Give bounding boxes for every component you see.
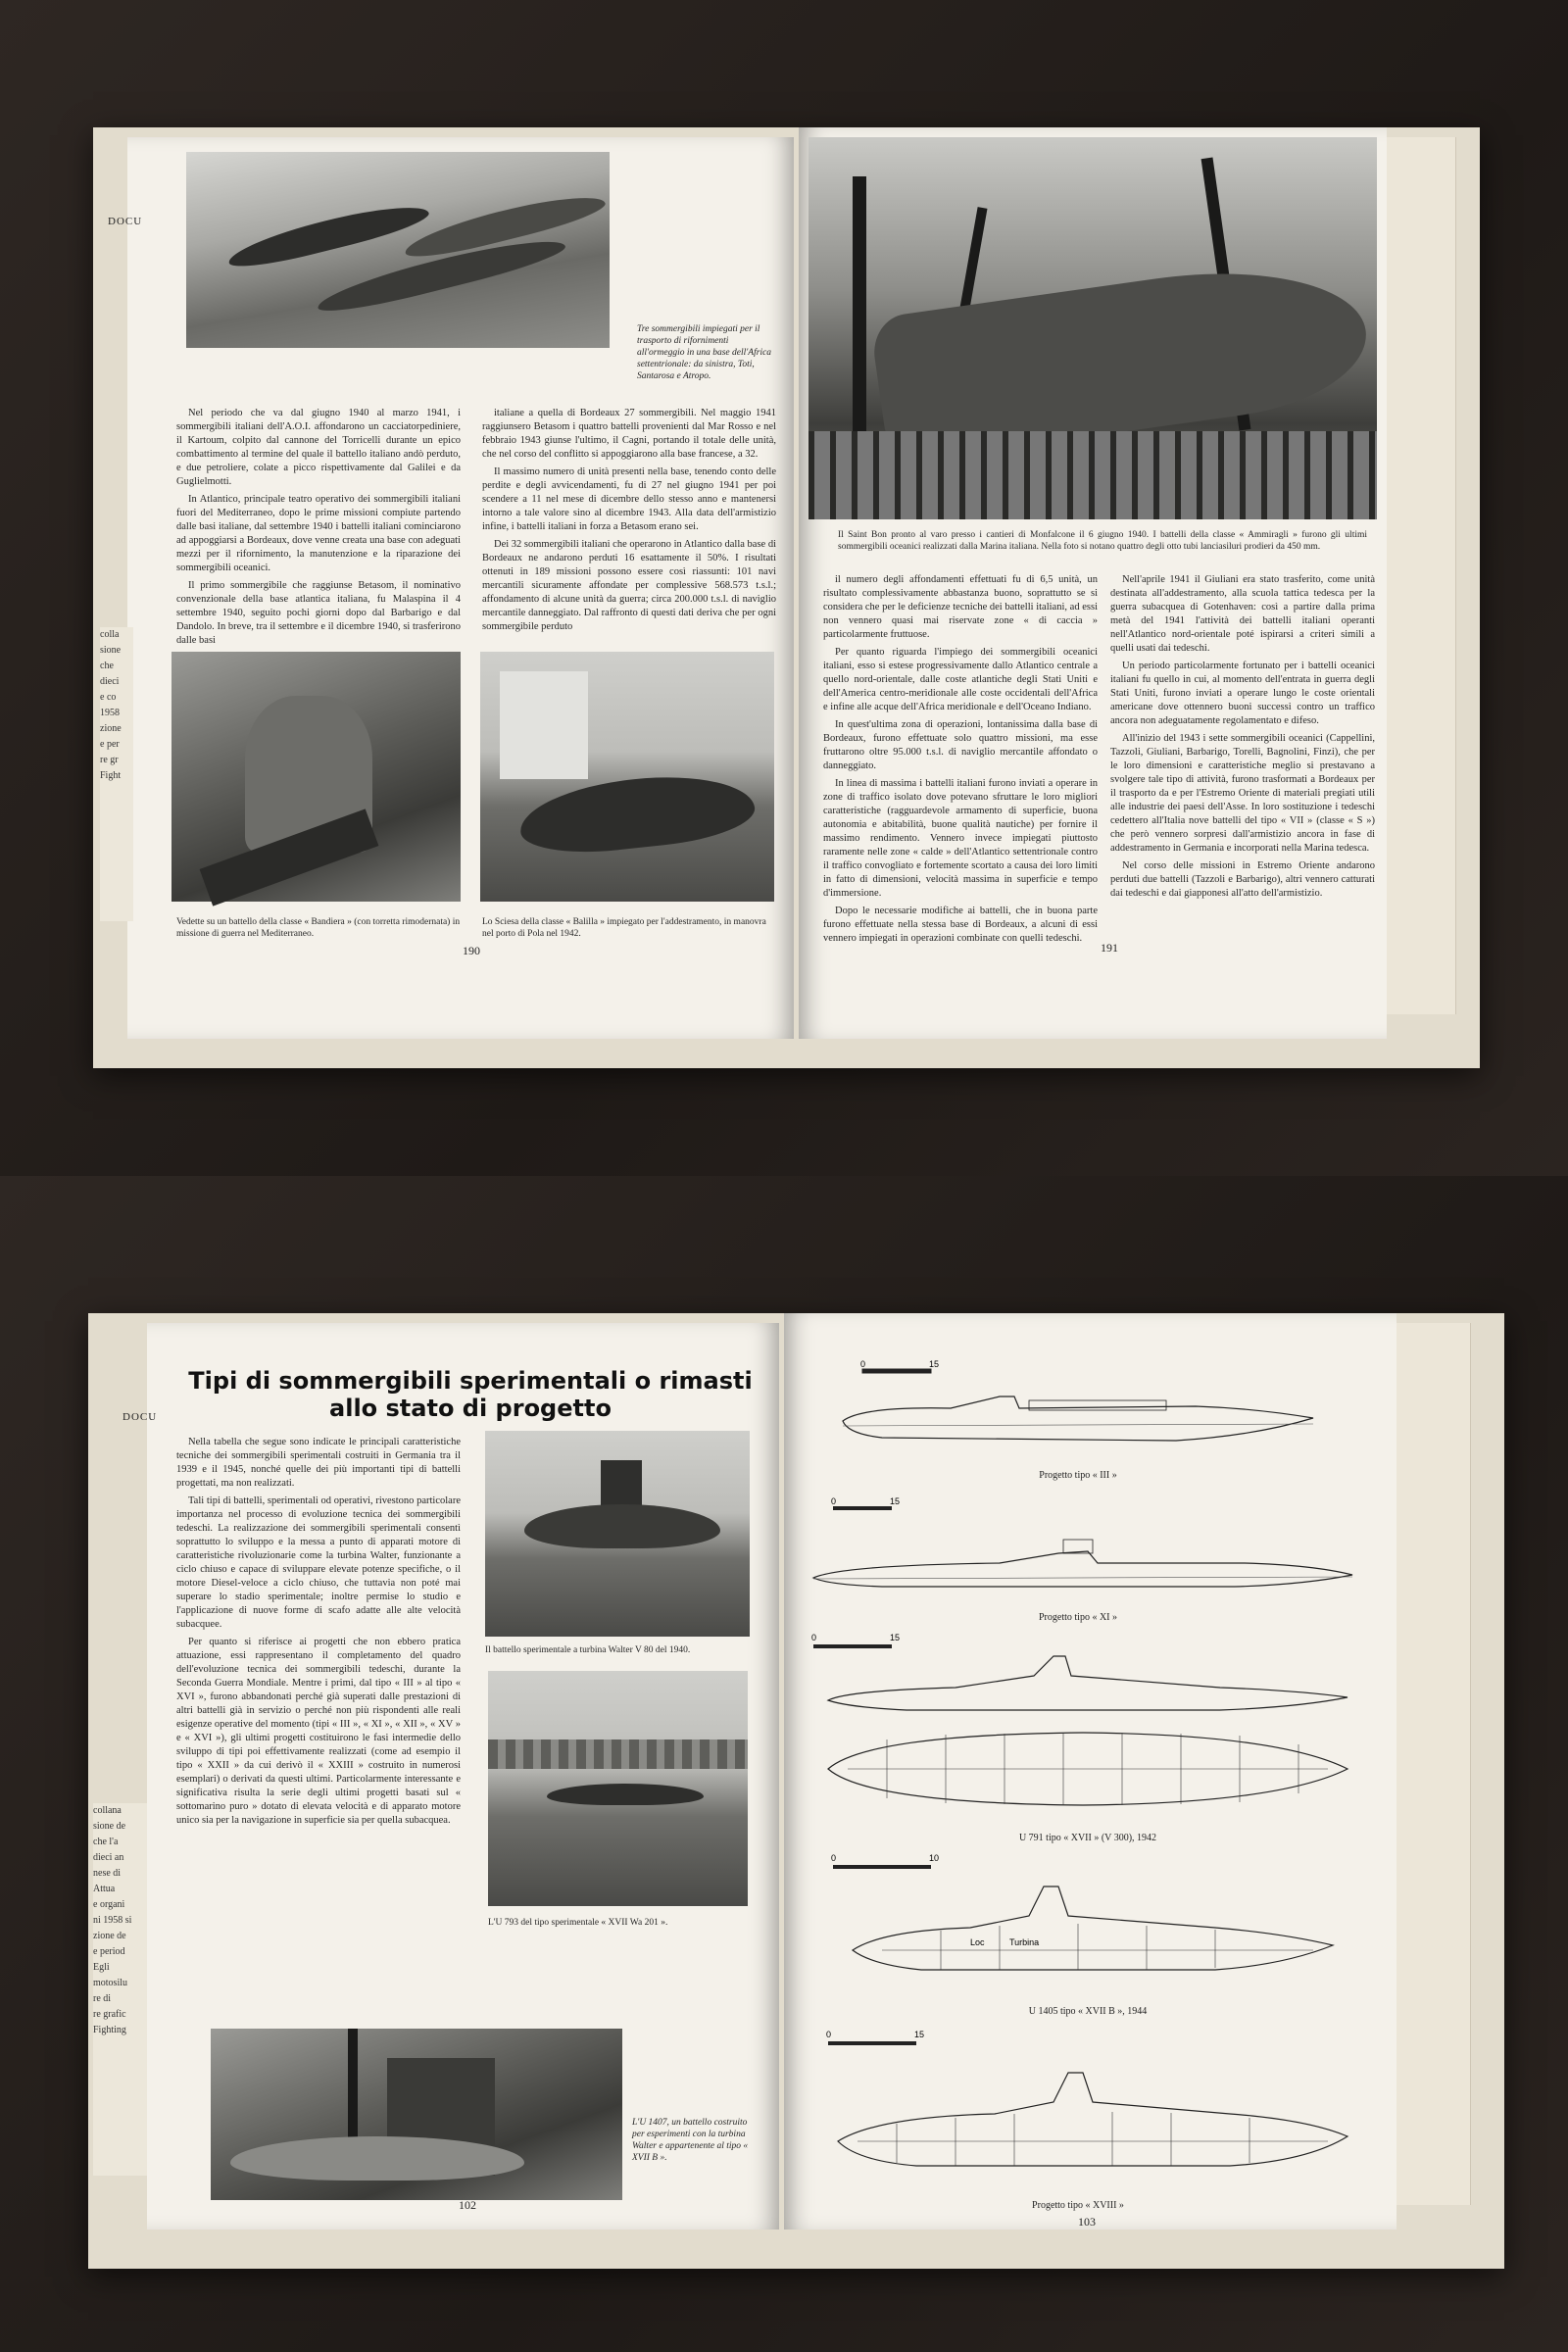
page-stack-right	[1392, 1323, 1471, 2205]
page-102	[122, 1323, 779, 2230]
photo2-caption: Vedette su un battello della classe « Bandiera » (con torretta rimodernata) in missione di guerra nel Mediterraneo.	[176, 917, 461, 939]
scale-start: 0	[860, 1359, 866, 1369]
photo-saint-bon-launch	[808, 137, 1377, 519]
paragraph: In quest'ultima zona di operazioni, lontanissima dalla base di Bordeaux, furono effettuate solo quattro missioni, ma esse fruttarono oltre 95.000 t.s.l. di naviglio mercantile affondato o danneggiato.	[823, 719, 1098, 771]
submarine-hull	[516, 767, 758, 860]
page-number: 103	[1078, 2215, 1096, 2229]
scale-start: 0	[811, 1633, 817, 1642]
drawing-u1405	[823, 1853, 1372, 2004]
fragment-line: dieci an	[93, 1852, 124, 1863]
label-turbina: Turbina	[1009, 1937, 1040, 1947]
fragment-line: nese di	[93, 1868, 122, 1879]
page-heading: Tipi di sommergibili sperimentali o rimasti allo stato di progetto	[188, 1367, 753, 1422]
paragraph: Dopo le necessarie modifiche ai battelli, che in buona parte furono effettuate nella stessa base di Bordeaux, a alcuni di essi vennero impiegati in operazioni combinate con quelli tedeschi.	[823, 906, 1098, 944]
paragraph: Nel periodo che va dal giugno 1940 al marzo 1941, i sommergibili italiani dell'A.O.I. affondarono un cacciatorpediniere, il Kartoum, colpito dal cannone del Torricelli durante un epico combattimento al termine del quale il battello italiano andò perduto, e due petroliere, colate a picco rispettivamente dal Galilei e da Guglielmotti.	[176, 408, 461, 487]
fragment-line: re grafic	[93, 2009, 126, 2020]
fragment-line: motosilu	[93, 1978, 128, 1988]
edge-label: DOCU	[108, 216, 143, 227]
drawing-caption: Progetto tipo « XI »	[1039, 1612, 1117, 1623]
scale-bar	[862, 1369, 931, 1373]
photo-conning-tower	[172, 652, 461, 902]
fragment-line: 1958	[100, 708, 120, 718]
scale-start: 0	[831, 1853, 837, 1863]
fragment-line: colla	[100, 629, 120, 640]
scale-start: 0	[831, 1496, 837, 1506]
paragraph: Nel corso delle missioni in Estremo Oriente andarono perduti due battelli (Tazzoli e Barbarigo), altri vennero catturati dai tedeschi e dai giapponesi all'atto dell'armistizio.	[1110, 860, 1375, 899]
paragraph: All'inizio del 1943 i sette sommergibili oceanici (Cappellini, Tazzoli, Giuliani, Barbarigo, Torelli, Bagnolini, Finzi), che per le loro dimensioni e caratteristiche meglio si prestavano a svolgere tale tipo di attività, furono trasformati a Bordeaux per il trasporto da e per l'Estremo Oriente di materiali pregiati utili alle industrie dei paesi dell'Asse. In loro sostituzione i tedeschi cedettero all'Italia nove battelli del tipo « VII » (classe « S ») che però vennero sorpresi dall'armistizio ancora in fase di addestramento in Germania e incorporati nella Marina tedesca.	[1110, 733, 1375, 854]
photo-caption: Il Saint Bon pronto al varo presso i cantieri di Monfalcone il 6 giugno 1940. I battelli della classe « Ammiragli » furono gli ultimi sommergibili oceanici realizzati dalla Marina italiana. Nella foto si notano quattro degli otto tubi lanciasiluri prodieri da 450 mm.	[838, 530, 1367, 552]
drawing-u791	[808, 1633, 1367, 1833]
submarine-hull	[224, 196, 431, 274]
paragraph: Un periodo particolarmente fortunato per i battelli oceanici italiani fu quello in cui, al momento dell'entrata in guerra degli Stati Uniti, furono inviati a operare lungo le coste orientali americane dove ottennero buoni successi contro un traffico ancora non adeguatamente regolamentato e difeso.	[1110, 661, 1375, 726]
text-column-1	[823, 573, 1098, 985]
photo-v80	[485, 1431, 750, 1637]
fragment-line: collana	[93, 1805, 122, 1816]
hull-profile	[838, 2073, 1348, 2166]
paragraph: Per quanto riguarda l'impiego dei sommergibili oceanici italiani, esso si estese progressivamente dallo Atlantico centrale a quello nord-orientale, dalle coste atlantiche degli Stati Uniti e dell'America centro-meridionale alle coste occidentali dell'Africa e infine alle acque dell'Africa meridionale e dell'Oceano Indiano.	[823, 647, 1098, 712]
waterline	[813, 1577, 1352, 1579]
scale-end: 15	[929, 1359, 940, 1369]
page-191	[799, 127, 1387, 1039]
edge-label: DOCU	[122, 1411, 158, 1423]
photo1-caption: Tre sommergibili impiegati per il trasporto di rifornimenti all'ormeggio in una base dell'Africa settentrionale: da sinistra, Toti, Santarosa e Atropo.	[637, 324, 772, 381]
fragment-line: e per	[100, 739, 120, 750]
page-number: 102	[459, 2198, 476, 2212]
scale-bar	[833, 1865, 931, 1869]
drawing-caption: Progetto tipo « III »	[1039, 1470, 1117, 1481]
photo-sciesa	[480, 652, 774, 902]
scale-end: 10	[929, 1853, 940, 1863]
scale-bar	[813, 1644, 892, 1648]
hull-outline	[813, 1551, 1352, 1587]
fragment-line: sione de	[93, 1821, 126, 1832]
conning-tower	[601, 1460, 642, 1509]
photo3-caption: L'U 1407, un battello costruito per esperimenti con la turbina Walter e appartenente al tipo « XVII B ».	[632, 2118, 749, 2163]
scale-bar	[828, 2041, 916, 2045]
photo1-caption: Il battello sperimentale a turbina Walter V 80 del 1940.	[485, 1645, 691, 1655]
waterline	[843, 1424, 1313, 1426]
scale-end: 15	[914, 2030, 925, 2039]
scale-end: 15	[890, 1633, 901, 1642]
fragment-line: Fight	[100, 770, 122, 781]
paragraph: Nell'aprile 1941 il Giuliani era stato trasferito, come unità destinata all'addestramento, alla scuola tattica tedesca per la guerra subacquea di Gotenhaven: così a partire dalla prima metà del 1941 l'attività dei battelli italiani operanti nell'Atlantico nord-orientale poté ispirarsi a criteri simili a quelli usati dai tedeschi.	[1110, 574, 1375, 654]
drawing-caption: Progetto tipo « XVIII »	[1032, 2200, 1124, 2211]
fragment-line: e period	[93, 1946, 125, 1957]
submarine-hull	[230, 2136, 524, 2180]
fragment-line: re di	[93, 1993, 112, 2004]
fragment-line: Fighting	[93, 2025, 126, 2035]
text-column-2	[482, 407, 776, 652]
paragraph: Il primo sommergibile che raggiunse Betasom, il nominativo convenzionale della base atlantica italiana, fu Malaspina il 4 settembre 1940, seguito pochi giorni dopo dal Barbarigo e dal Dandolo. In breve, tra il settembre e il dicembre 1940, si trasferirono dalle basi	[176, 580, 461, 646]
drawing-caption: U 791 tipo « XVII » (V 300), 1942	[1018, 1833, 1157, 1843]
paragraph: italiane a quella di Bordeaux 27 sommergibili. Nel maggio 1941 raggiunsero Betasom i quattro battelli provenienti dal Mar Rosso e nel febbraio 1943 giunse l'ultimo, il Cagni, portando il totale delle unità, che nel corso del conflitto si appoggiarono alla base francese, a 32.	[482, 408, 776, 460]
fragment-line: re gr	[100, 755, 119, 765]
shoreline	[488, 1740, 748, 1769]
drawing-tipo-xviii	[818, 2030, 1367, 2210]
paragraph: Dei 32 sommergibili italiani che operarono in Atlantico dalla base di Bordeaux ne andarono perduti 16 esattamente il 50%. I risultati ottenuti in 189 missioni possono essere così riassunti: 101 navi mercantili sicuramente affondate per complessive 568.573 t.s.l.; affondamento di alcune unità da guerra; circa 200.000 t.s.l. di naviglio mercantile danneggiato. Dal raffronto di questi dati deriva che per ogni sommergibile perduto	[482, 539, 776, 632]
photo2-caption: L'U 793 del tipo sperimentale « XVII Wa 201 ».	[488, 1918, 668, 1928]
page-number: 190	[463, 944, 480, 957]
internal-compartments	[858, 2112, 1328, 2166]
paragraph: Per quanto si riferisce ai progetti che non ebbero pratica attuazione, essi rappresentano il completamento del quadro dell'evoluzione tecnica dei sommergibili tedeschi, durante la Seconda Guerra Mondiale. Mentre i primi, dal tipo « III » al tipo « XVI », furono abbandonati perché già superati dalle prestazioni di altri battelli già in servizio o perché non più rispondenti alle reali esigenze operative del momento (tipi « III », « XI », « XII », « XV » e « XVI »), gli ultimi progetti costituirono le fasi intermedie dello sviluppo di tipi poi effettivamente realizzati (come ad esempio il tipo « XXII » da cui derivò il « XXIII » costruito in numerosi esemplari) o derivati da questi ultimi. Particolarmente interessante e significativa risulta la serie degli ultimi progetti basati sul « sottomarino puro » dotato di elevata velocità e di apparato motore unico sia per la navigazione in superficie sia per quella subacquea.	[176, 1637, 461, 1826]
paragraph: Nella tabella che segue sono indicate le principali caratteristiche tecniche dei sommergibili sperimentali costruiti in Germania tra il 1939 e il 1945, nonché quelle dei più importanti tipi di battelli progettati, ma non realizzati.	[176, 1437, 461, 1489]
crane	[348, 2029, 358, 2146]
label-loc: Loc	[970, 1937, 985, 1947]
hull-profile	[853, 1886, 1333, 1970]
paragraph: In Atlantico, principale teatro operativo dei sommergibili italiani fuori del Mediterraneo, dopo le prime missioni compiute partendo dalle basi italiane, dal settembre 1940 i battelli italiani cominciarono ad appoggiarsi a Bordeaux, dove venne creata una base con adeguati mezzi per il rifornimento, la manutenzione e la riparazione dei sommergibili oceanici.	[176, 494, 461, 573]
deck-hangar	[1029, 1400, 1166, 1410]
fragment-line: sione	[100, 645, 122, 656]
fragment-line: dieci	[100, 676, 120, 687]
scale-bar	[833, 1506, 892, 1510]
scale-end: 15	[890, 1496, 901, 1506]
paragraph: In linea di massima i battelli italiani furono inviati a operare in zone di traffico isolato dove potevano sfruttare le loro migliori caratteristiche (ragguardevole armamento di superficie, buona autonomia e abitabilità, buone qualità nautiche) per fornire il massimo rendimento. Vennero invece impiegati piuttosto raramente nelle zone « calde » dell'Atlantico settentrionale contro il traffico convogliato e fortemente scortato a causa dei loro limiti in fatto di dimensioni, velocità massima in superficie e tempo d'immersione.	[823, 778, 1098, 899]
scaffolding	[808, 431, 1377, 519]
scale-start: 0	[826, 2030, 832, 2039]
fragment-line: zione	[100, 723, 122, 734]
page-103	[784, 1313, 1396, 2230]
submarine-hull	[524, 1504, 720, 1548]
text-column-1	[176, 407, 461, 652]
hull-outline	[843, 1396, 1313, 1441]
ship-superstructure	[500, 671, 588, 779]
paragraph: Tali tipi di battelli, sperimentali od operativi, rivestono particolare importanza nel processo di evoluzione tecnica dei sommergibili tedeschi. La realizzazione dei sommergibili sperimentali consentì soprattutto lo sviluppo e la messa a punto di apparati motore di caratteristiche rivoluzionarie come la turbina Walter, funzionante a ciclo chiuso e capace di sviluppare elevate potenze specifiche, o il motore Diesel-veloce a ciclo chiuso, che tuttavia non poté mai superare lo stadio sperimentale; inoltre permise lo studio e l'applicazione di nuove forme di scafo adatte alle alte velocità subacquee.	[176, 1495, 461, 1630]
fragment-line: zione de	[93, 1931, 126, 1941]
photo3-caption: Lo Sciesa della classe « Balilla » impiegato per l'addestramento, in manovra nel porto di Pola nel 1942.	[482, 917, 766, 939]
photo-u793	[488, 1671, 748, 1906]
text-column-2	[1110, 573, 1375, 985]
photo-u1407	[211, 2029, 622, 2200]
drawing-caption: U 1405 tipo « XVII B », 1944	[1028, 2006, 1148, 2017]
paragraph: il numero degli affondamenti effettuati fu di 6,5 unità, un risultato complessivamente abbastanza buono, soprattutto se si considera che per le deficienze tecniche dei battelli italiani, ad essi non vennero quasi mai riservate zone « di caccia » particolarmente fruttuose.	[823, 574, 1098, 640]
fragment-line: e co	[100, 692, 117, 703]
fragment-line: che	[100, 661, 114, 671]
page-number: 191	[1101, 941, 1118, 955]
paragraph: Il massimo numero di unità presenti nella base, tenendo conto delle perdite e degli avvicendamenti, fu di 27 nel giugno 1941 per poi scendere a 11 nel mese di dicembre dello stesso anno e mantenersi intorno a tale valore sino al dicembre 1943. Alla data dell'armistizio infine, i battelli italiani in forza a Betasom erano sei.	[482, 466, 776, 532]
crane	[853, 176, 866, 470]
side-fragment	[93, 1803, 147, 2176]
bottom-photo	[0, 1176, 1568, 2352]
photo-three-submarines	[186, 152, 610, 348]
side-fragment	[100, 627, 133, 921]
drawing-tipo-xi	[804, 1496, 1362, 1612]
hull-profile	[828, 1656, 1348, 1710]
fragment-line: Attua	[93, 1884, 116, 1894]
submarine-hull	[547, 1784, 704, 1805]
text-column-1	[176, 1436, 461, 1994]
fragment-line: e organi	[93, 1899, 125, 1910]
fragment-line: Egli	[93, 1962, 110, 1973]
fragment-line: ni 1958 si	[93, 1915, 132, 1926]
fragment-line: che l'a	[93, 1837, 119, 1847]
